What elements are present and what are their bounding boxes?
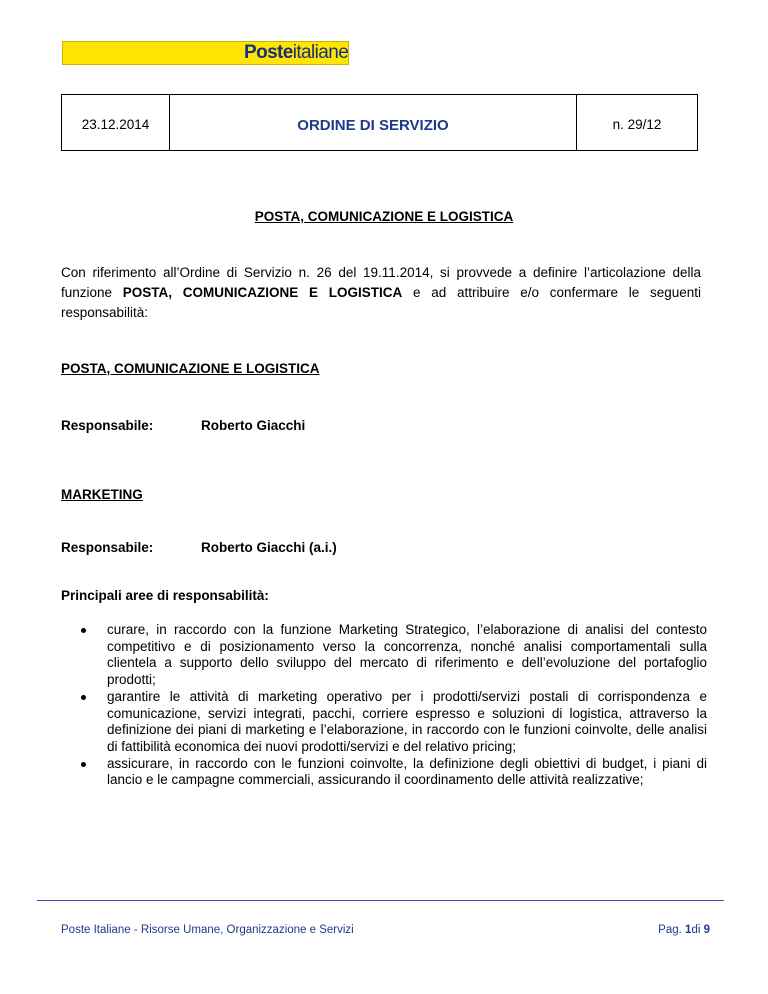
bullet-icon (81, 762, 86, 767)
section-title-marketing: MARKETING (61, 487, 143, 502)
responsabile-row-marketing (61, 540, 337, 555)
header-table (61, 94, 698, 151)
list-item: curare, in raccordo con la funzione Marketing Strategico, l’elaborazione di analisi del contesto competitivo e di posizionamento verso la concorrenza, nonché analisi comportamentali sulla clientela a supporto dello sviluppo del mercato di riferimento e dell’evoluzione del portafoglio prodotti; (61, 622, 707, 689)
list-item: garantire le attività di marketing operativo per i prodotti/servizi postali di corrispondenza e comunicazione, servizi integrati, pacchi, corriere espresso e soluzioni di logistica, attraverso la definizione dei piani di marketing e l’elaborazione, in raccordo con le funzioni coinvolte, delle analisi di fattibilità economica dei nuovi prodotti/servizi e del relativo pricing; (61, 689, 707, 756)
responsibilities-list (61, 622, 707, 789)
responsabile-label: Responsabile: (61, 540, 154, 555)
responsabile-row-posta (61, 418, 305, 433)
document-number: n. 29/12 (576, 95, 697, 150)
poste-italiane-logo (62, 41, 349, 65)
footer-divider (37, 900, 724, 901)
main-heading: POSTA, COMUNICAZIONE E LOGISTICA (254, 209, 514, 224)
responsabile-name: Roberto Giacchi (a.i.) (201, 540, 337, 555)
bullet-icon (81, 695, 86, 700)
page-number: Pag. 1di 9 (658, 924, 710, 936)
section-title-posta: POSTA, COMUNICAZIONE E LOGISTICA (61, 361, 320, 376)
areas-title: Principali aree di responsabilità: (61, 588, 269, 603)
responsabile-label: Responsabile: (61, 418, 154, 433)
list-item: assicurare, in raccordo con le funzioni coinvolte, la definizione degli obiettivi di budget, i piani di lancio e le campagne commerciali, assicurando il coordinamento delle attività realizzative; (61, 756, 707, 789)
bullet-icon (81, 628, 86, 633)
document-type-title: ORDINE DI SERVIZIO (297, 117, 449, 134)
logo-text: Posteitaliane (244, 42, 349, 63)
footer-organization: Poste Italiane - Risorse Umane, Organizzazione e Servizi (61, 924, 354, 936)
responsabile-name: Roberto Giacchi (201, 418, 306, 433)
document-date: 23.12.2014 (62, 95, 170, 150)
intro-paragraph: Con riferimento all’Ordine di Servizio n. 26 del 19.11.2014, si provvede a definire l’articolazione della funzione POSTA, COMUNICAZIONE E LOGISTICA e ad attribuire e/o confermare le seguenti responsabilità: (61, 265, 701, 320)
